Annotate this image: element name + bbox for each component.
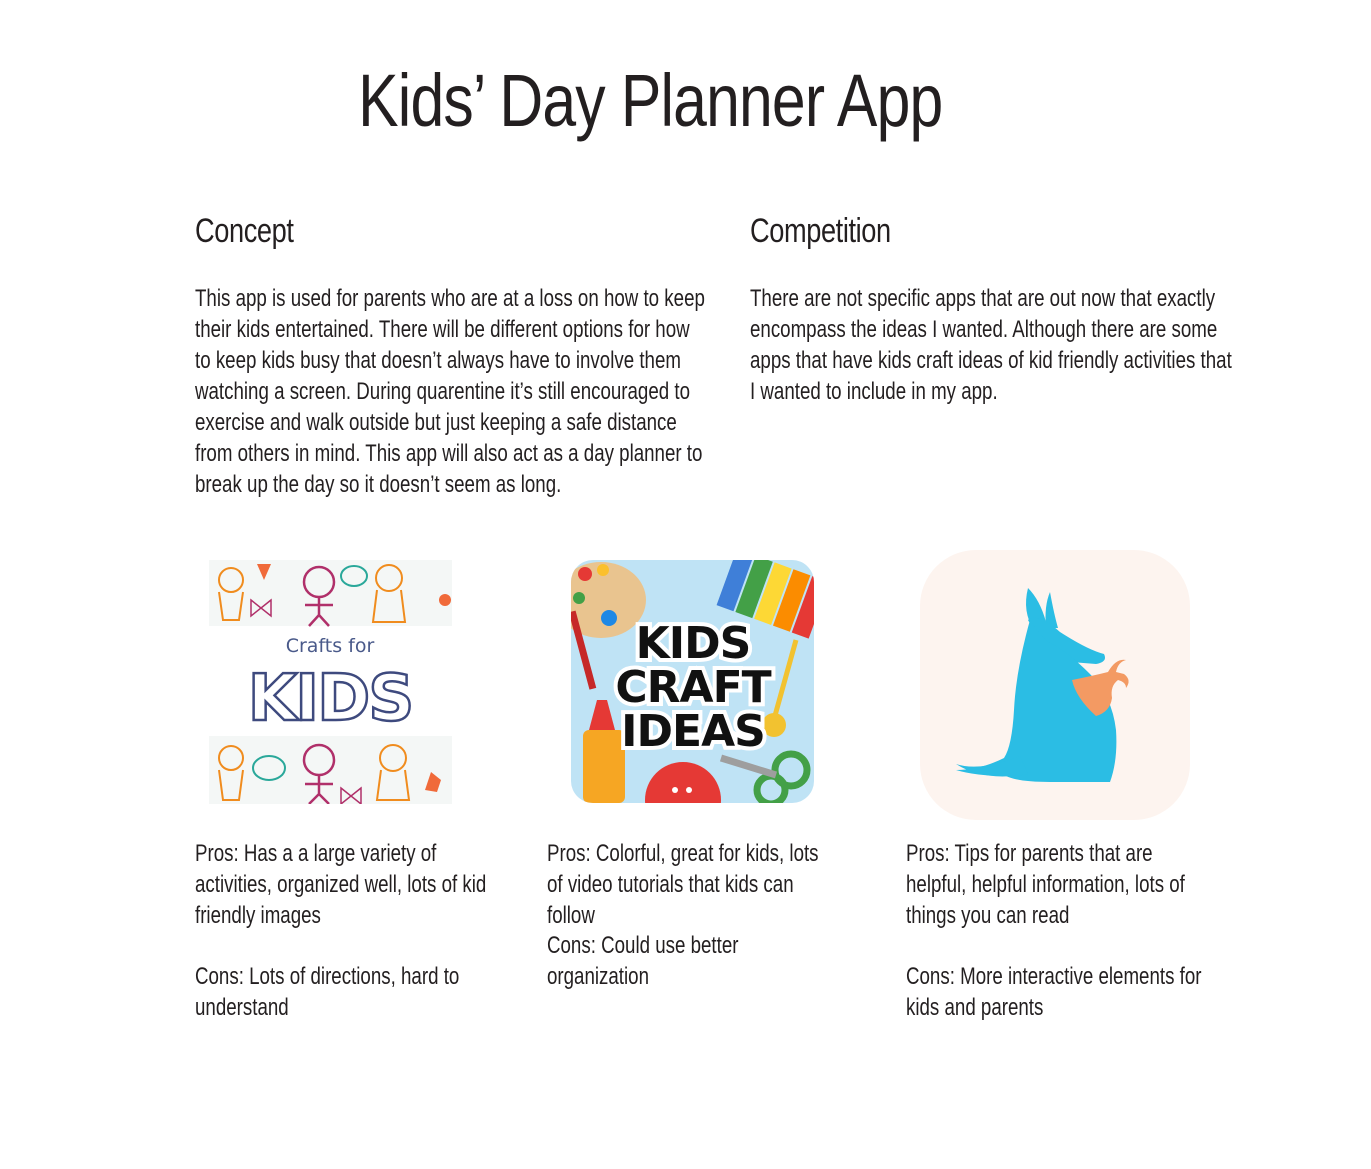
kids-craft-ideas-logo: [571, 560, 814, 803]
page-title: Kids’ Day Planner App: [357, 59, 943, 142]
craft-logo-line3: IDEAS: [621, 706, 765, 757]
app3-cons: Cons: More interactive elements for kids and parents: [906, 963, 1202, 1021]
craft-logo-line1: KIDS: [635, 618, 751, 669]
crafts-for-kids-logo: [209, 560, 452, 804]
app2-cons: Cons: Could use better organization: [547, 932, 739, 990]
kangaroo-icon: [920, 550, 1190, 820]
concept-heading: Concept: [195, 212, 294, 250]
app3-pros: Pros: Tips for parents that are helpful, helpful information, lots of things you can read: [906, 840, 1185, 929]
crafts-logo-line1: Crafts for: [285, 635, 375, 657]
app2-pros: Pros: Colorful, great for kids, lots of video tutorials that kids can follow: [547, 840, 819, 929]
competition-body: There are not specific apps that are out now that exactly encompass the ideas I wanted. Although there are some apps that have kids craft ideas of kid friendly activities that I wanted to include in my app.: [750, 285, 1232, 405]
kangaroo-app-logo: [920, 550, 1190, 820]
concept-body: This app is used for parents who are at a loss on how to keep their kids entertained. There will be different options for how to keep kids busy that doesn’t always have to involve them watching a screen. During quarentine it’s still encouraged to exercise and walk outside but just keeping a safe distance from others in mind. This app will also act as a day planner to break up the day so it doesn’t seem as long.: [195, 285, 705, 498]
app1-cons: Cons: Lots of directions, hard to understand: [195, 963, 460, 1021]
craft-logo-line2: CRAFT: [615, 662, 771, 713]
competition-heading: Competition: [750, 212, 891, 250]
app1-pros: Pros: Has a a large variety of activities, organized well, lots of kid friendly images: [195, 840, 487, 929]
crafts-logo-line2: KIDS: [247, 662, 413, 736]
